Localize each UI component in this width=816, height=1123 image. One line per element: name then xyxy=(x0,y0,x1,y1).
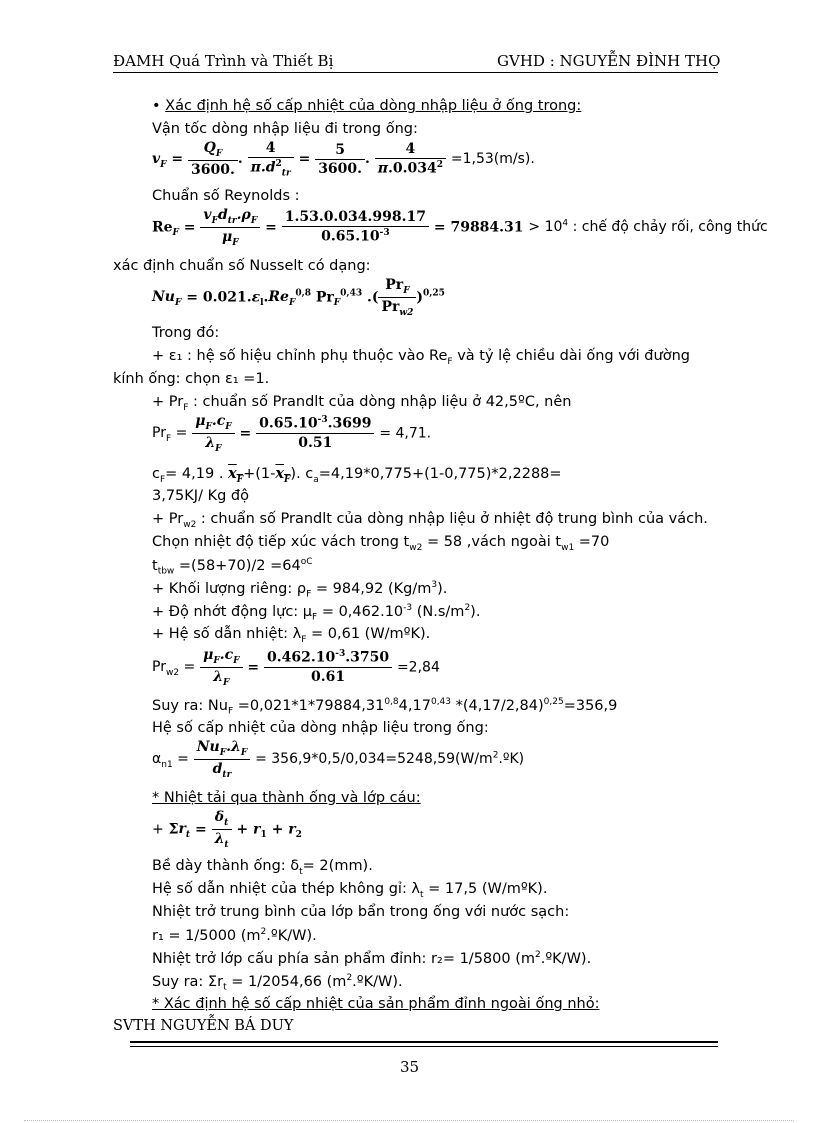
text-line: + Khối lượng riêng: $\rho_F = 984,92$ $(Kg/m^3)$. xyxy=(152,580,448,600)
text-line: xác định chuẩn số Nusselt có dạng: xyxy=(113,258,371,274)
text-line: Nhiệt trở lớp cấu phía sản phẩm đỉnh: r₂= 1/5800 $(m^2.ºK/W)$. xyxy=(152,950,592,967)
text-line: + Hệ số dẫn nhiệt: $\lambda_F = 0,61$ (W/mºK). xyxy=(152,626,431,645)
text-line: Hệ số cấp nhiệt của dòng nhập liệu trong ống: xyxy=(152,720,489,736)
text-line: Nhiệt trở trung bình của lớp bẩn trong ống với nước sạch: xyxy=(152,904,570,920)
text-line: Trong đó: xyxy=(152,325,220,341)
velocity-result: =1,53(m/s). xyxy=(450,151,535,168)
text-line: + $Pr_F$ : chuẩn số Prandlt của dòng nhập liệu ở 42,5ºC, nên xyxy=(152,394,572,413)
text-line: kính ống: chọn ε₁ =1. xyxy=(113,371,270,387)
equation-nusselt: $Nu_F = 0.021.\varepsilon_l.Re_F^{0,8}$ $Pr_F^{0,43}$ .( $\frac{Pr_F}{Pr_{w2}}$ )$^{0,25}$ xyxy=(152,277,445,318)
equation-heat-transfer-coefficient: $\alpha_{n1}$ = $\frac{Nu_F.\lambda_F}{d_{tr}}$ = $356,9*0,5/0,034=5248,59(W/m^2.ºK)$ xyxy=(152,739,525,780)
text-line: Suy ra: $Nu_F =0,021*1*79884,31^{0,8}4,17^{0,43}$ $*(4,17/2,84)^{0,25}=356,9$ xyxy=(152,697,618,717)
text-line: r₁ = 1/5000 $(m^2.ºK/W)$. xyxy=(152,927,317,944)
bullet-icon: • xyxy=(152,98,161,114)
header-rule xyxy=(113,72,718,73)
header-right: GVHD : NGUYỄN ĐÌNH THỌ xyxy=(497,52,721,70)
section-heading-top-product: * Xác định hệ số cấp nhiệt của sản phẩm đỉnh ngoài ống nhỏ: xyxy=(152,996,600,1012)
section-heading-wall: * Nhiệt tải qua thành ống và lớp cáu: xyxy=(152,790,421,806)
equation-prandtl-wall: $Pr_{w2}$ = $\frac{\mu_F.c_F}{\lambda_F}$ = $\frac{0.462.10^{-3}.3750}{0.61}$ =2,84 xyxy=(152,647,440,688)
text-line: 3,75KJ/ Kg độ xyxy=(152,488,249,504)
header-left: ĐAMH Quá Trình và Thiết Bị xyxy=(113,52,334,70)
footer-rule-thick xyxy=(130,1041,718,1043)
text-line: + $Pr_{w2}$ : chuẩn số Prandlt của dòng nhập liệu ở nhiệt độ trung bình của vách. xyxy=(152,511,708,530)
equation-velocity: $v_F$ = $\frac{Q_F}{3600.}$ . $\frac{4}{\pi.d^2_{tr}}$ = $\frac{5}{3600.}$ . $\frac{4}{\pi.0.034^2}$ =1,53(m/s). xyxy=(152,140,535,179)
section-heading-feed: • Xác định hệ số cấp nhiệt của dòng nhập liệu ở ống trong: xyxy=(152,98,582,114)
page-number: 35 xyxy=(400,1058,420,1076)
footer-rule-thin xyxy=(130,1046,718,1047)
text-line: $c_F= 4,19$ . $x_F+(1-x_F)$. $c_a=4,19*0,775+(1-0,775)*2,2288=$ xyxy=(152,465,562,485)
text-line: $t_{tbw} =(58+70)/2 =64^{oC}$ xyxy=(152,557,313,577)
equation-prandtl-feed: $Pr_F$ = $\frac{\mu_F.c_F}{\lambda_F}$ = $\frac{0.65.10^{-3}.3699}{0.51}$ = 4,71. xyxy=(152,413,432,454)
page-bottom-dotted-line xyxy=(24,1120,794,1121)
equation-reynolds: $Re_F$ = $\frac{v_Fd_{tr}.\rho_F}{\mu_F}$ = $\frac{1.53.0.034.998.17}{0.65.10^{-3}}$ = $79884.31 > 10^4$ : chế độ chảy rối, công thức xyxy=(152,207,768,248)
text-line: Hệ số dẫn nhiệt của thép không gỉ: $\lambda_t = 17,5$ (W/mºK). xyxy=(152,881,548,900)
text-line: Bề dày thành ống: $\delta_t= 2(mm)$. xyxy=(152,858,373,877)
text-line: Chọn nhiệt độ tiếp xúc vách trong $t_{w2} = 58$ ,vách ngoài $t_{w1} =70$ xyxy=(152,534,610,553)
text-line: Suy ra: $\Sigma r_t = 1/2054,66$ $(m^2.ºK/W)$. xyxy=(152,973,403,993)
text-line: Chuẩn số Reynolds : xyxy=(152,188,300,204)
equation-thermal-resistance: + $\Sigma r_t$ = $\frac{\delta_t}{\lambda_t}$ + $r_1 + r_2$ xyxy=(152,809,302,850)
text-line: Vận tốc dòng nhập liệu đi trong ống: xyxy=(152,121,418,137)
footer-author: SVTH NGUYỄN BÁ DUY xyxy=(113,1018,294,1034)
text-line: + ε₁ : hệ số hiệu chỉnh phụ thuộc vào $Re_F$ và tỷ lệ chiều dài ống với đường xyxy=(152,348,690,367)
text-line: + Độ nhớt động lực: $\mu_F = 0,462.10^{-3}$ $(N.s/m^2)$. xyxy=(152,603,481,623)
